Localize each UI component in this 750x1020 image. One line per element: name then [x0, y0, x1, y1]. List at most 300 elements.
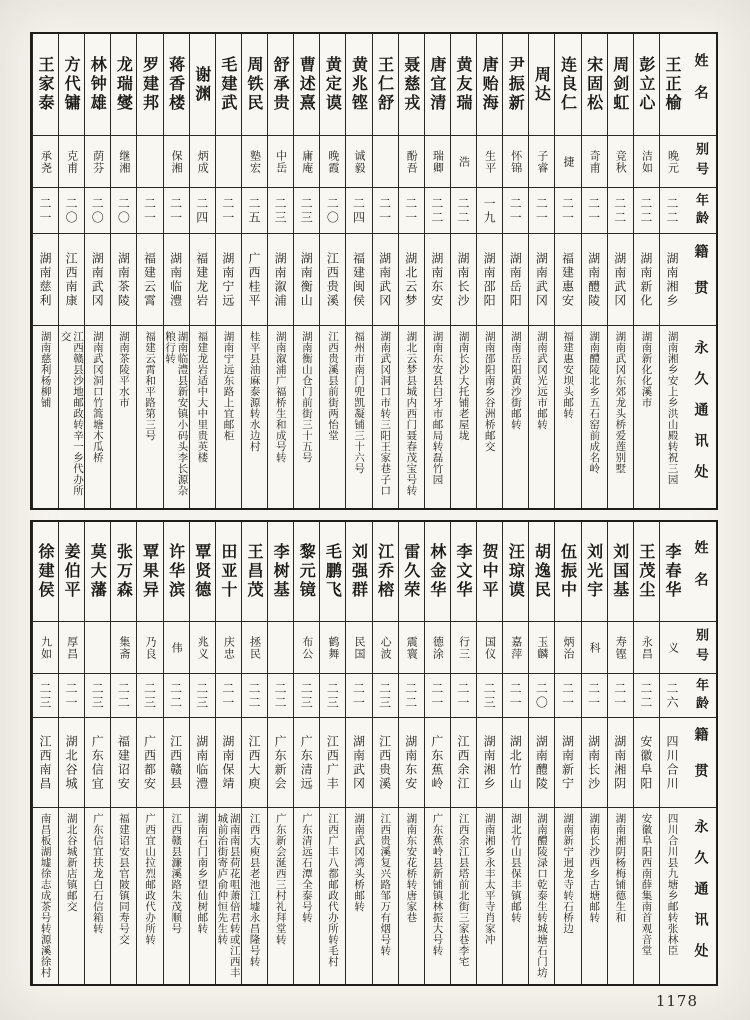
person-entry-column: [58, 34, 84, 508]
person-age: 二〇: [320, 188, 345, 234]
person-address: 江西赣县沙地邮政转辛一乡代办所交: [59, 331, 84, 496]
person-address: 湖南邵阳南乡谷洲桥邮交: [483, 331, 496, 452]
person-address: 江西贵溪县前街两怡堂: [327, 331, 339, 441]
person-address: 湖南武冈洞口竹篙塘木瓜桥: [91, 331, 104, 463]
person-name: 许华滨: [164, 522, 189, 622]
person-age: 二三: [137, 674, 162, 718]
person-address: 湖南醴陵北乡五石窑前成名岭: [588, 331, 601, 474]
person-alias: 塾宏: [242, 136, 267, 188]
person-address: 湖南茶陵平水市: [118, 331, 130, 408]
person-age: 二一: [582, 674, 607, 718]
person-name: 李春华: [660, 522, 685, 622]
person-alias: 嘉萍: [503, 622, 528, 674]
person-address: 江西广丰八都邮政代办所转毛村: [327, 813, 339, 967]
person-entry-column: [293, 34, 319, 508]
person-origin: 江西广丰: [320, 718, 345, 808]
person-origin: 湖南醴陵: [582, 234, 607, 326]
person-age: 二〇: [111, 188, 136, 234]
person-origin: 广东信宜: [85, 718, 110, 808]
person-age: 二三: [33, 674, 58, 718]
registry-table-bottom: [30, 520, 718, 986]
person-address: 福建云霄和平路第三号: [144, 331, 157, 441]
person-entry-column: [58, 522, 84, 984]
person-entry-column: [136, 522, 162, 984]
person-age: 一九: [477, 188, 502, 234]
person-address: 广东蕉岭县新铺镇林振大号转: [431, 813, 444, 956]
person-entry-column: [528, 522, 554, 984]
person-age: 二一: [555, 674, 580, 718]
person-address: 福建龙岩适中大中里贵英楼: [196, 331, 209, 463]
person-address: 湖南武冈洞口市转三阳王家巷子口: [379, 331, 392, 496]
person-alias: 庆忠: [216, 622, 241, 674]
person-age: 二六: [660, 674, 685, 718]
person-name: 覃贤德: [190, 522, 215, 622]
person-entry-column: [502, 522, 528, 984]
person-origin: 广东新会: [268, 718, 293, 808]
person-entry-column: [84, 522, 110, 984]
person-origin: 湖南湘阴: [608, 718, 633, 808]
person-age: 二一: [425, 674, 450, 718]
person-origin: 湖南长沙: [582, 718, 607, 808]
person-origin: 江西大庾: [242, 718, 267, 808]
person-entry-column: [319, 522, 345, 984]
person-address: 福建诏安县官陂镇同寿号交: [118, 813, 130, 945]
person-name: 曹述熹: [294, 34, 319, 136]
person-alias: 国仪: [477, 622, 502, 674]
person-entry-column: [554, 522, 580, 984]
person-name: 龙瑞燮: [111, 34, 136, 136]
person-age: 二二: [425, 188, 450, 234]
person-entry-column: [607, 522, 633, 984]
person-address: 江西余江县塔前北街三家巷李宅: [457, 813, 470, 967]
person-entry-column: [398, 34, 424, 508]
person-age: 二一: [59, 674, 84, 718]
person-entry-column: [293, 522, 319, 984]
person-entry-column: [215, 522, 241, 984]
person-origin: 江西南康: [59, 234, 84, 326]
column-header: 年龄: [685, 674, 716, 718]
person-age: 二三: [477, 674, 502, 718]
person-name: 黄定谟: [320, 34, 345, 136]
person-name: 王茂尘: [634, 522, 659, 622]
person-name: 莫大藩: [85, 522, 110, 622]
person-name: 覃果异: [137, 522, 162, 622]
person-alias: 瑞卿: [425, 136, 450, 188]
person-origin: 湖南慈利: [33, 234, 58, 326]
person-origin: 湖南茶陵: [111, 234, 136, 326]
person-age: 二一: [216, 188, 241, 234]
person-entry-column: [398, 522, 424, 984]
person-alias: 庸庵: [294, 136, 319, 188]
person-alias: 心波: [373, 622, 398, 674]
person-name: 徐建侯: [33, 522, 58, 622]
person-name: 唐贻海: [477, 34, 502, 136]
person-address: 湖南新化化溪市: [640, 331, 653, 408]
registry-table-top: [30, 32, 718, 510]
person-name: 连良仁: [555, 34, 580, 136]
person-age: 二二: [111, 674, 136, 718]
person-entry-column: [110, 34, 136, 508]
person-alias: 乃良: [137, 622, 162, 674]
person-age: 二二: [399, 674, 424, 718]
person-origin: 湖南武冈: [85, 234, 110, 326]
person-age: 二〇: [85, 188, 110, 234]
person-name: 伍振中: [555, 522, 580, 622]
person-entry-column: [633, 34, 659, 508]
person-origin: 福建龙岩: [190, 234, 215, 326]
person-alias: 晚霞: [320, 136, 345, 188]
person-name: 谢渊: [190, 34, 215, 136]
person-alias: 行三: [451, 622, 476, 674]
person-entry-column: [581, 34, 607, 508]
person-origin: 湖南武冈: [608, 234, 633, 326]
person-name: 尹振新: [503, 34, 528, 136]
person-alias: 玉麟: [529, 622, 554, 674]
person-name: 王正榆: [660, 34, 685, 136]
person-alias: 鹤舞: [320, 622, 345, 674]
person-age: 二一: [555, 188, 580, 234]
person-alias: 怀锦: [503, 136, 528, 188]
person-address: 湖南岳阳黄沙街邮转: [509, 331, 522, 430]
person-entry-column: [32, 522, 58, 984]
person-entry-column: [372, 522, 398, 984]
person-name: 胡逸民: [529, 522, 554, 622]
person-alias: 伟: [164, 622, 189, 674]
person-age: 二三: [294, 674, 319, 718]
person-alias: 中岳: [268, 136, 293, 188]
person-entry-column: [581, 522, 607, 984]
person-origin: 福建云霄: [137, 234, 162, 326]
person-age: 二一: [399, 188, 424, 234]
person-address: 湖南武冈湾头桥邮转: [353, 813, 366, 912]
person-address: 江西大庾县老池江墟永昌隆号转: [248, 813, 261, 967]
person-alias: 子睿: [529, 136, 554, 188]
column-header: 籍贯: [685, 234, 716, 326]
person-address: 湖南长沙西乡古塘邮转: [588, 813, 601, 923]
person-origin: 江西赣县: [164, 718, 189, 808]
person-name: 刘国基: [608, 522, 633, 622]
person-address: 江西赣县濂溪路朱茂顺号: [170, 813, 183, 934]
person-alias: 科: [582, 622, 607, 674]
person-entry-column: [84, 34, 110, 508]
column-header: 姓名: [685, 522, 716, 622]
person-address: 湖南湘乡安上乡洪山殿转祝三园: [666, 331, 679, 485]
person-entry-column: [241, 34, 267, 508]
person-origin: 湖南邵阳: [477, 234, 502, 326]
person-entry-column: [476, 34, 502, 508]
person-origin: 湖南临澧: [164, 234, 189, 326]
person-age: 二四: [190, 188, 215, 234]
person-entry-column: [528, 34, 554, 508]
person-origin: 湖南东安: [399, 718, 424, 808]
person-address: 湖北云梦县城内西门聂春茂宝号转: [405, 331, 418, 496]
person-age: 二三: [190, 674, 215, 718]
person-origin: 湖南新化: [634, 234, 659, 326]
person-origin: 广西都安: [137, 718, 162, 808]
header-column: [685, 522, 716, 984]
person-entry-column: [319, 34, 345, 508]
person-age: 二三: [320, 674, 345, 718]
person-name: 黄友瑞: [451, 34, 476, 136]
person-alias: [373, 136, 398, 188]
person-address: 四川合川县九塘乡邮转张林臣: [666, 813, 679, 956]
column-header: 永久通讯处: [692, 339, 709, 495]
person-alias: 九如: [33, 622, 58, 674]
person-age: 二一: [451, 674, 476, 718]
person-name: 汪琼谟: [503, 522, 528, 622]
person-age: 二二: [242, 674, 267, 718]
person-entry-column: [424, 34, 450, 508]
person-alias: [85, 622, 110, 674]
person-age: 二二: [164, 674, 189, 718]
person-age: 二五: [242, 188, 267, 234]
person-address: 广东清远石潭全泰号转: [300, 813, 313, 923]
person-address: 江西贵溪复兴路邹万有烟号转: [379, 813, 392, 956]
person-age: 二一: [216, 674, 241, 718]
person-name: 王昌茂: [242, 522, 267, 622]
person-origin: 广西桂平: [242, 234, 267, 326]
person-name: 李文华: [451, 522, 476, 622]
person-address: 湖南武冈光远市邮转: [536, 331, 548, 430]
person-origin: 湖南溆浦: [268, 234, 293, 326]
person-alias: 兆义: [190, 622, 215, 674]
column-header: 年龄: [685, 188, 716, 234]
person-entry-column: [659, 522, 685, 984]
person-origin: 广东蕉岭: [425, 718, 450, 808]
person-alias: 继湘: [111, 136, 136, 188]
person-address: 福州市南门兜凯凝铺三十六号: [353, 331, 366, 474]
person-alias: 荫芬: [85, 136, 110, 188]
person-address: 湖南湘乡永丰太平寺肖家冲: [483, 813, 496, 945]
person-age: 二一: [503, 674, 528, 718]
person-address: 湖南醴陵渌口乾泰生转城塘石门坊: [536, 813, 548, 978]
person-entry-column: [345, 522, 371, 984]
person-name: 彭立心: [634, 34, 659, 136]
person-alias: 震寰: [399, 622, 424, 674]
person-name: 周剑虹: [608, 34, 633, 136]
person-entry-column: [450, 34, 476, 508]
person-name: 毛鹏飞: [320, 522, 345, 622]
person-name: 姜伯平: [59, 522, 84, 622]
person-alias: 浩: [451, 136, 476, 188]
person-origin: 湖南武冈: [529, 234, 554, 326]
person-origin: 江西贵溪: [373, 718, 398, 808]
person-entry-column: [502, 34, 528, 508]
person-age: 二四: [346, 188, 371, 234]
person-origin: 湖南岳阳: [503, 234, 528, 326]
person-origin: 湖北云梦: [399, 234, 424, 326]
person-address: 湖南临澧县新安镇小码头李长源杂粮行转: [164, 331, 189, 496]
person-age: 二二: [634, 188, 659, 234]
person-alias: 拯民: [242, 622, 267, 674]
person-entry-column: [110, 522, 136, 984]
person-entry-column: [267, 522, 293, 984]
person-origin: 湖南新宁: [555, 718, 580, 808]
person-age: 二一: [373, 188, 398, 234]
person-origin: 湖南武冈: [373, 234, 398, 326]
person-name: 黄兆铿: [346, 34, 371, 136]
person-origin: 四川合川: [660, 718, 685, 808]
person-entry-column: [241, 522, 267, 984]
person-name: 江乔榕: [373, 522, 398, 622]
person-origin: 湖北谷城: [59, 718, 84, 808]
person-entry-column: [32, 34, 58, 508]
person-alias: 义: [660, 622, 685, 674]
person-origin: 福建闽侯: [346, 234, 371, 326]
person-address: 湖南南县荷花咀萧倍君转或江西丰城前治街寄庐俞仲恒先生转: [216, 813, 241, 978]
column-header: 籍贯: [685, 718, 716, 808]
person-name: 王家泰: [33, 34, 58, 136]
person-address: 广西宜山拉烈邮政代办所转: [144, 813, 157, 945]
person-alias: [216, 136, 241, 188]
person-age: 二一: [529, 188, 554, 234]
person-origin: 湖南宁远: [216, 234, 241, 326]
person-origin: 江西余江: [451, 718, 476, 808]
person-address: 湖南武冈东郊龙头桥爱莲别墅: [614, 331, 627, 474]
person-age: 二一: [137, 188, 162, 234]
person-age: 二三: [373, 674, 398, 718]
person-age: 二一: [346, 674, 371, 718]
person-entry-column: [659, 34, 685, 508]
person-alias: 德涂: [425, 622, 450, 674]
person-address: 湖南宁远东路上宜邮柜: [222, 331, 235, 441]
column-header: 别号: [685, 136, 716, 188]
person-name: 贺中平: [477, 522, 502, 622]
person-alias: 奇甫: [582, 136, 607, 188]
person-name: 王仁舒: [373, 34, 398, 136]
person-alias: 捷: [555, 136, 580, 188]
person-origin: 湖南武冈: [346, 718, 371, 808]
person-name: 方代镛: [59, 34, 84, 136]
person-alias: 生平: [477, 136, 502, 188]
person-address: 湖南东安花桥转唐家巷: [405, 813, 418, 923]
person-name: 张万森: [111, 522, 136, 622]
person-address: 福建惠安坝头邮转: [562, 331, 575, 419]
person-alias: 寿铿: [608, 622, 633, 674]
person-origin: 湖南醴陵: [529, 718, 554, 808]
person-address: 湖南湘阴杨梅铺德生和: [614, 813, 627, 923]
person-address: 湖南慈利杨柳铺: [39, 331, 52, 408]
person-entry-column: [450, 522, 476, 984]
person-alias: 布公: [294, 622, 319, 674]
person-alias: 炳成: [190, 136, 215, 188]
person-address: 湖北谷城新店镇邮交: [65, 813, 78, 912]
person-entry-column: [189, 34, 215, 508]
person-age: 二三: [268, 188, 293, 234]
column-header: 姓名: [685, 34, 716, 136]
person-name: 黎元镜: [294, 522, 319, 622]
person-age: 二一: [164, 188, 189, 234]
person-alias: [268, 622, 293, 674]
person-address: 湖南长沙大托铺老屋垅: [457, 331, 470, 441]
person-name: 林金华: [425, 522, 450, 622]
person-entry-column: [267, 34, 293, 508]
person-entry-column: [372, 34, 398, 508]
person-origin: 湖南衡山: [294, 234, 319, 326]
person-age: 二三: [294, 188, 319, 234]
person-entry-column: [163, 522, 189, 984]
person-address: 广东信宜扶龙白石信箱转: [91, 813, 104, 934]
person-address: 湖南溆浦广福桥生和成号转: [274, 331, 287, 463]
person-alias: 永昌: [634, 622, 659, 674]
person-entry-column: [215, 34, 241, 508]
person-age: 二一: [608, 674, 633, 718]
person-entry-column: [476, 522, 502, 984]
person-name: 舒承贵: [268, 34, 293, 136]
page-number: 1178: [655, 992, 698, 1010]
person-age: 二二: [268, 674, 293, 718]
person-age: 二二: [634, 674, 659, 718]
person-alias: 炳治: [555, 622, 580, 674]
person-age: 二〇: [529, 674, 554, 718]
person-address: 南昌板湖墟徐志成茶号转源溪徐村: [39, 813, 52, 978]
person-origin: 湖南湘乡: [477, 718, 502, 808]
person-name: 雷久荣: [399, 522, 424, 622]
person-alias: 诚毅: [346, 136, 371, 188]
person-entry-column: [136, 34, 162, 508]
person-alias: 民国: [346, 622, 371, 674]
person-age: 二三: [85, 674, 110, 718]
person-entry-column: [163, 34, 189, 508]
person-age: 二二: [451, 188, 476, 234]
person-address: 广东新会涎西三村礼拜堂转: [274, 813, 287, 945]
person-name: 蒋香楼: [164, 34, 189, 136]
person-alias: [137, 136, 162, 188]
person-origin: 江西贵溪: [320, 234, 345, 326]
person-origin: 福建惠安: [555, 234, 580, 326]
person-alias: 洁如: [634, 136, 659, 188]
person-entry-column: [424, 522, 450, 984]
person-age: 二〇: [59, 188, 84, 234]
person-entry-column: [633, 522, 659, 984]
person-name: 刘强群: [346, 522, 371, 622]
person-name: 周达: [529, 34, 554, 136]
person-origin: 湖南东安: [425, 234, 450, 326]
person-name: 宋固松: [582, 34, 607, 136]
person-origin: 福建诏安: [111, 718, 136, 808]
person-alias: 酚吾: [399, 136, 424, 188]
person-address: 湖南石门南乡望仙树邮转: [196, 813, 209, 934]
person-origin: 湖南保靖: [216, 718, 241, 808]
person-origin: 湖北竹山: [503, 718, 528, 808]
person-origin: 湖南临澧: [190, 718, 215, 808]
person-origin: 湖南湘乡: [660, 234, 685, 326]
person-name: 罗建邦: [137, 34, 162, 136]
person-address: 湖南衡山仓门前街三十五号: [300, 331, 313, 463]
person-alias: 承尧: [33, 136, 58, 188]
person-name: 刘光宇: [582, 522, 607, 622]
person-alias: 集斋: [111, 622, 136, 674]
person-name: 毛建武: [216, 34, 241, 136]
person-address: 湖南东安县白牙市邮局转磊竹园: [431, 331, 444, 485]
person-origin: 广东清远: [294, 718, 319, 808]
person-name: 周铁民: [242, 34, 267, 136]
column-header: 永久通讯处: [692, 818, 709, 974]
person-name: 唐宜清: [425, 34, 450, 136]
person-name: 田亚十: [216, 522, 241, 622]
person-origin: 安徽阜阳: [634, 718, 659, 808]
person-alias: 晚元: [660, 136, 685, 188]
person-address: 湖北竹山县保丰镇邮转: [509, 813, 522, 923]
person-alias: 克甫: [59, 136, 84, 188]
person-age: 二一: [582, 188, 607, 234]
person-origin: 江西南昌: [33, 718, 58, 808]
header-column: [685, 34, 716, 508]
person-age: 二二: [660, 188, 685, 234]
person-name: 林钟雄: [85, 34, 110, 136]
person-age: 二一: [33, 188, 58, 234]
person-address: 湖南新宁迥龙寺转石桥边: [562, 813, 575, 934]
